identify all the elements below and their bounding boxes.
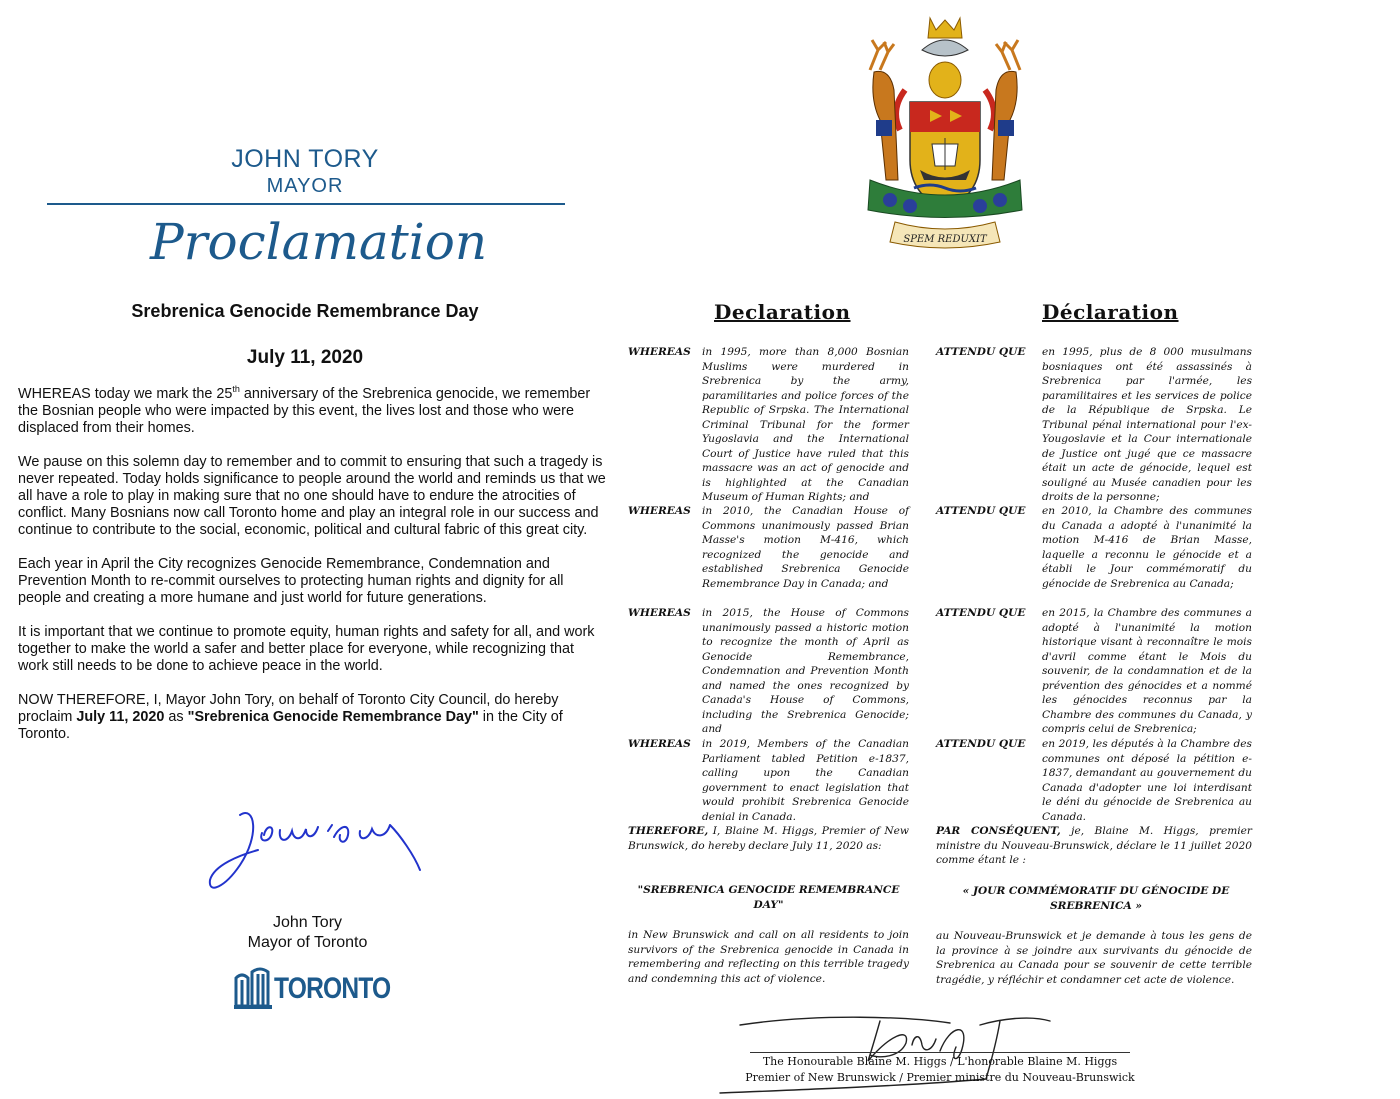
crest-motto: SPEM REDUXIT <box>903 234 987 245</box>
whereas-4-en: WHEREAS <box>628 738 691 750</box>
clause-2-en: in 2010, the Canadian House of Commons unanimously passed Brian Masse's motion M-416, which recognized the genocide and established Srebrenica Genocide Remembrance Day in Canada; and <box>702 505 909 590</box>
clause-4-en: in 2019, Members of the Canadian Parliament tabled Petition e-1837, calling upon the Canadian government to enact legislation that would prohibit Srebrenica Genocide denial in Canada. <box>702 738 909 823</box>
heading-declaration-fr: Déclaration <box>1042 300 1179 324</box>
toronto-proclamation <box>0 0 610 1099</box>
whereas-1-en: WHEREAS <box>628 346 691 358</box>
clause-1-fr: en 1995, plus de 8 000 musulmans bosniaques ont été assassinés à Srebrenica par l'armée, les paramilitaires et les services de police de la République de Srpska. Le Tribunal pénal international pour l'ex-Yougoslavie et la Cour internationale de Justice ont jugé que ce massacre était un acte de génocide, lequel est souligné au Musée canadien pour les droits de la personne; <box>1042 346 1252 503</box>
p1-text-b: anniversary of the Srebrenica genocide, we remember the Bosnian people who were impacted by this event, the lives lost and those who were displaced from their homes. <box>18 386 591 436</box>
attendu-1-fr: ATTENDU QUE <box>936 346 1026 358</box>
mayor-signature <box>200 795 430 900</box>
event-title: Srebrenica Genocide Remembrance Day <box>131 301 479 321</box>
clause-3-fr: en 2015, la Chambre des communes a adopté à l'unanimité la motion historique visant à reconnaître le mois d'avril comme étant le Mois du souvenir, de la condamnation et de la prévention des génocides et a nommé les génocides reconnus par la Chambre des communes du Canada, y compris celui de Srebrenica; <box>1042 607 1252 735</box>
closing-fr: au Nouveau-Brunswick et je demande à tous les gens de la province à se joindre aux survivants du génocide de Srebrenica au Canada pour se souvenir de cette terrible tragédie, y réfléchir et condamner cet acte de violence. <box>936 930 1252 986</box>
therefore-fr <box>936 824 1252 868</box>
therefore-keyword-en: THEREFORE, <box>628 825 709 837</box>
therefore-keyword-fr: PAR CONSÉQUENT, <box>936 825 1061 837</box>
attendu-3-fr: ATTENDU QUE <box>936 607 1026 619</box>
mayor-name: JOHN TORY <box>231 145 379 173</box>
toronto-logo-text: TORONTO <box>274 972 391 1005</box>
proclamation-body <box>18 386 608 760</box>
new-brunswick-coat-of-arms-icon <box>850 10 1040 250</box>
proclamation-heading: Proclamation <box>150 213 488 271</box>
day-title-fr: « JOUR COMMÉMORATIF DU GÉNOCIDE DE SREBRENICA » <box>962 885 1230 912</box>
clause-1-en: in 1995, more than 8,000 Bosnian Muslims were murdered in Srebrenica by the army, paramilitaries and police forces of the Republic of Srpska. The International Criminal Tribunal for the former Yugoslavia and the International Court of Justice have ruled that this massacre was an act of genocide and is highlighted at the Canadian Museum of Human Rights; and <box>702 346 909 503</box>
p1-text-a: WHEREAS today we mark the 25 <box>18 386 233 402</box>
clause-2-fr: en 2010, la Chambre des communes du Canada a adopté à l'unanimité la motion M-416 de Brian Masse, laquelle a reconnu le génocide et a établi le Jour commémoratif du génocide de Srebrenica au Canada; <box>1042 505 1252 590</box>
day-title-en: "SREBRENICA GENOCIDE REMEMBRANCE DAY" <box>637 884 900 911</box>
whereas-2-en: WHEREAS <box>628 505 691 517</box>
premier-name: The Honourable Blaine M. Higgs / L'honorable Blaine M. Higgs <box>762 1055 1118 1068</box>
new-brunswick-declaration <box>610 0 1400 1099</box>
whereas-3-en: WHEREAS <box>628 607 691 619</box>
paragraph-5 <box>18 692 608 743</box>
therefore-text-fr: je, Blaine M. Higgs, premier ministre du Nouveau-Brunswick, déclare le 11 juillet 2020 comme étant le : <box>936 825 1252 866</box>
p1-superscript: th <box>232 384 240 395</box>
p5-text-c: in the City of Toronto. <box>18 709 563 742</box>
p5-date: July 11, 2020 <box>76 709 165 725</box>
attendu-4-fr: ATTENDU QUE <box>936 738 1026 750</box>
attendu-2-fr: ATTENDU QUE <box>936 505 1026 517</box>
p5-day-name: "Srebrenica Genocide Remembrance Day" <box>187 709 479 725</box>
premier-title: Premier of New Brunswick / Premier ministre du Nouveau-Brunswick <box>745 1071 1135 1084</box>
therefore-en <box>628 824 909 853</box>
clause-3-en: in 2015, the House of Commons unanimously passed a historic motion to recognize the month of April as Genocide Remembrance, Condemnation and Prevention Month and named the ones recognized by Canada's House of Commons, including the Srebrenica Genocide; and <box>702 607 909 735</box>
clause-4-fr: en 2019, les députés à la Chambre des communes ont déposé la pétition e-1837, demandant au gouvernement du Canada d'adopter une loi interdisant le déni du génocide de Srebrenica au Canada. <box>1042 738 1252 823</box>
paragraph-1 <box>18 386 608 437</box>
therefore-text-en: I, Blaine M. Higgs, Premier of New Brunswick, do hereby declare July 11, 2020 as: <box>628 825 909 852</box>
paragraph-4: It is important that we continue to promote equity, human rights and safety for all, and work together to make the world a safer and better place for everyone, while recognizing that work still needs to be done to achieve peace in the world. <box>18 624 595 674</box>
mayor-signer-name: John Tory <box>272 914 343 931</box>
heading-declaration-en: Declaration <box>714 300 851 324</box>
mayor-title: MAYOR <box>266 175 344 197</box>
p5-text-b: as <box>164 709 188 725</box>
p5-text-a: NOW THEREFORE, I, Mayor John Tory, on behalf of Toronto City Council, do hereby proclaim <box>18 692 559 725</box>
signature-line <box>750 1052 1130 1053</box>
closing-en: in New Brunswick and call on all residents to join survivors of the Srebrenica genocide in Canada in remembering and reflecting on this terrible tragedy and condemning this act of violence. <box>628 929 909 985</box>
header-rule <box>47 203 565 205</box>
paragraph-2: We pause on this solemn day to remember and to commit to ensuring that such a tragedy is never repeated. Today holds significance to people around the world and reminds us that we all have a role to play in making sure that no one should have to endure the atrocities of conflict. Many Bosnians now call Toronto home and play an integral role in our success and continue to contribute to the social, economic, political and cultural fabric of this great city. <box>18 454 606 538</box>
event-date: July 11, 2020 <box>246 347 364 368</box>
mayor-signer-title: Mayor of Toronto <box>247 934 368 951</box>
paragraph-3: Each year in April the City recognizes Genocide Remembrance, Condemnation and Prevention Month to re-commit ourselves to protecting human rights and dignity for all people and creating a more humane and just world for future generations. <box>18 556 564 606</box>
